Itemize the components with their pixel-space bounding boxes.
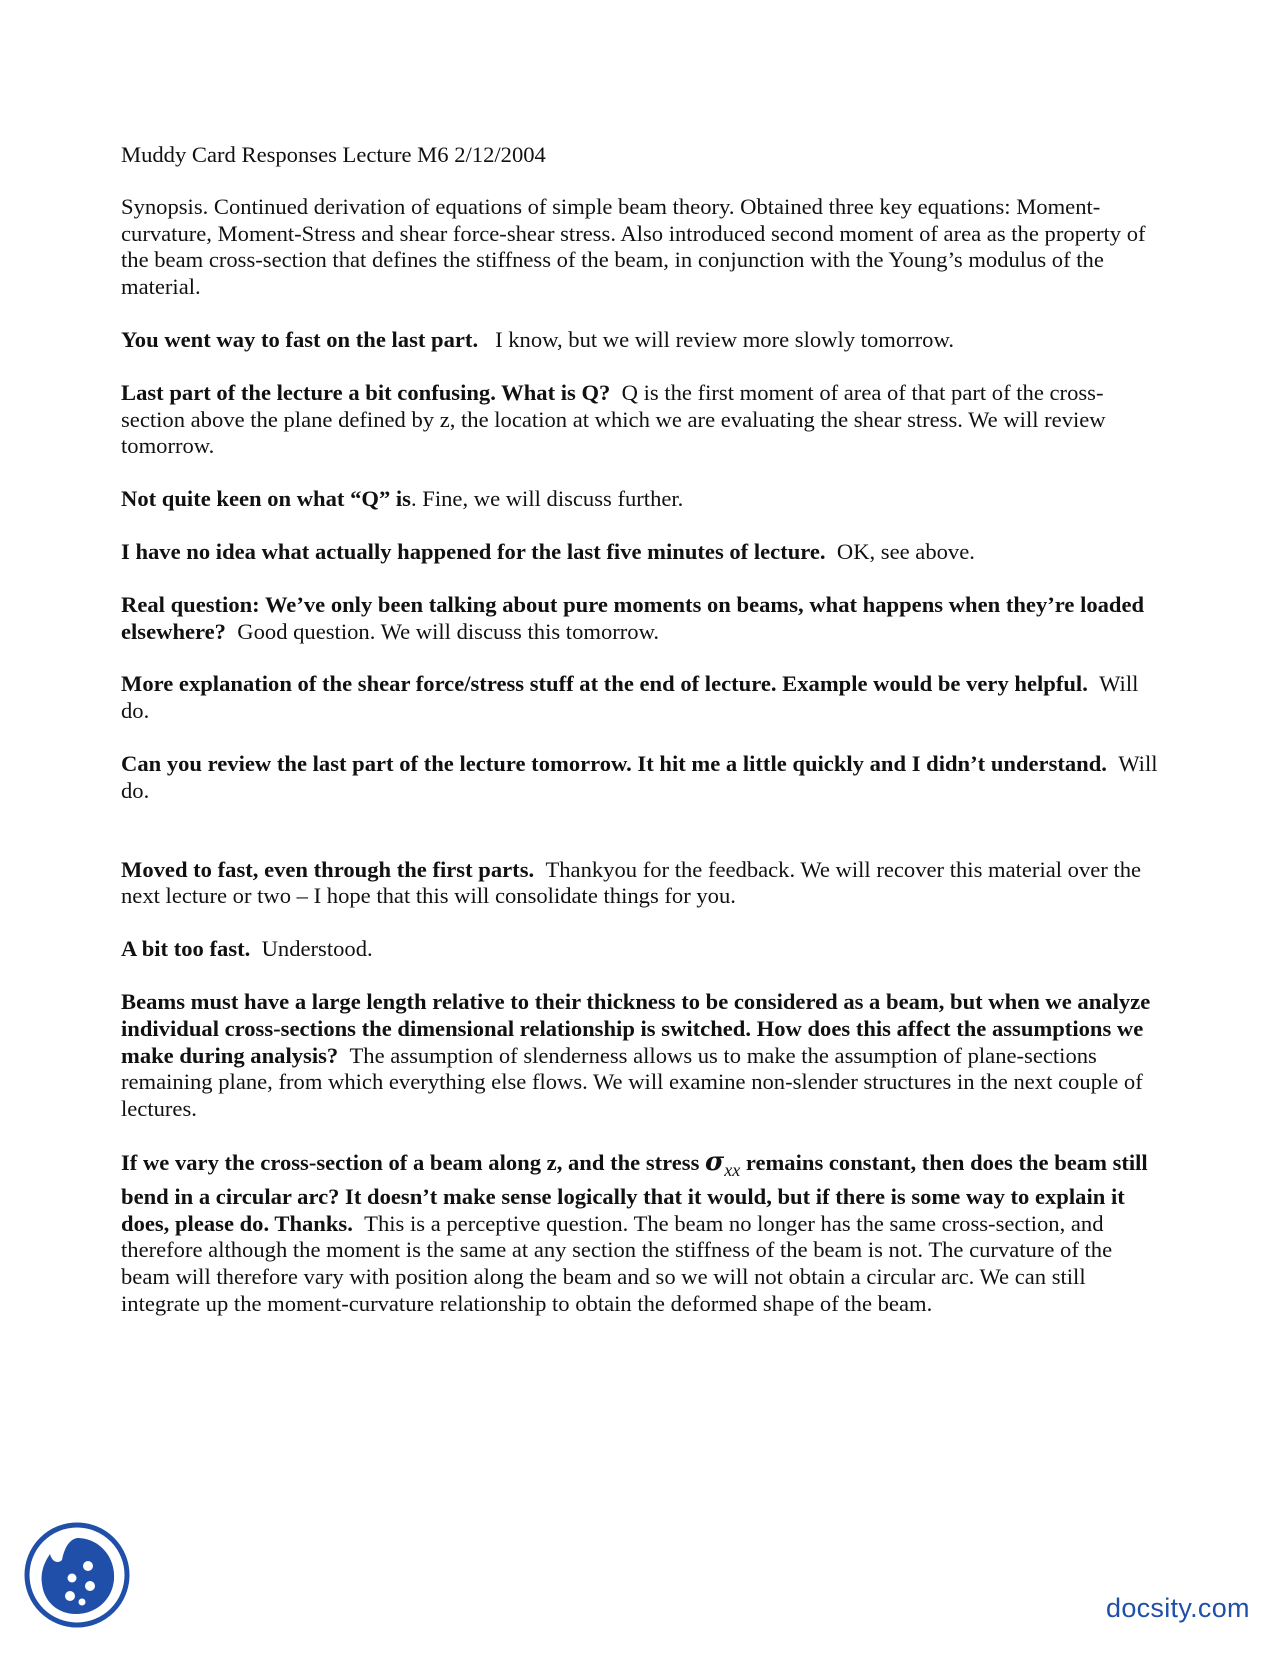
docsity-logo-icon[interactable] bbox=[22, 1520, 132, 1630]
answer-text: This is a perceptive question. The beam no longer has the same cross-section, and therefore although the moment is the same at any section the stiffness of the beam is not. The curvature of the beam will therefore vary with position along the beam and so we will not obtain a circular arc. We can still integrate up the moment-curvature relationship to obtain the deformed shape of the beam. bbox=[121, 1210, 1113, 1316]
answer-text: . Fine, we will discuss further. bbox=[410, 486, 684, 512]
docsity-brand-link[interactable]: docsity.com bbox=[1106, 1593, 1250, 1623]
qa-item-9 bbox=[121, 936, 1161, 963]
question-part-before: If we vary the cross-section of a beam along z, and the stress bbox=[121, 1149, 706, 1175]
question-text: A bit too fast. bbox=[121, 936, 251, 962]
synopsis-paragraph: Synopsis. Continued derivation of equations of simple beam theory. Obtained three key equations: Moment-curvature, Moment-Stress and shear force-shear stress. Also introduced second moment of area as the property of the beam cross-section that defines the stiffness of the beam, in conjunction with the Young’s modulus of the material. bbox=[121, 193, 1146, 300]
question-text: More explanation of the shear force/stress stuff at the end of lecture. Example would be very helpful. bbox=[121, 671, 1088, 697]
answer-text: Will do. bbox=[121, 671, 1139, 724]
answer-text: The assumption of slenderness allows us to make the assumption of plane-sections remaining plane, from which everything else flows. We will examine non-slender structures in the next couple of lectures. bbox=[121, 1042, 1143, 1122]
answer-text: I know, but we will review more slowly tomorrow. bbox=[495, 326, 954, 352]
question-text: You went way to fast on the last part. bbox=[121, 326, 479, 352]
sigma-symbol: σ bbox=[705, 1146, 725, 1177]
answer-text: Thankyou for the feedback. We will recover this material over the next lecture or two – I hope that this will consolidate things for you. bbox=[121, 856, 1142, 909]
question-text: Not quite keen on what “Q” is bbox=[121, 486, 411, 512]
qa-item-4 bbox=[121, 539, 1161, 566]
document-title: Muddy Card Responses Lecture M6 2/12/2004 bbox=[121, 142, 546, 167]
qa-item-3 bbox=[121, 486, 1161, 513]
qa-item-10 bbox=[121, 989, 1161, 1123]
sigma-subscript: xx bbox=[724, 1159, 741, 1180]
qa-item-2 bbox=[121, 380, 1161, 460]
qa-item-7 bbox=[121, 751, 1161, 805]
answer-text: Good question. We will discuss this tomorrow. bbox=[237, 618, 660, 644]
answer-text: Q is the first moment of area of that part of the cross-section above the plane defined by z, the location at which we are evaluating the shear stress. We will review tomorrow. bbox=[121, 379, 1106, 459]
qa-item-5 bbox=[121, 592, 1161, 646]
answer-text: OK, see above. bbox=[836, 538, 975, 564]
question-part-after: remains constant, then does the beam still bend in a circular arc? It doesn’t make sense logically that it would, but if there is some way to explain it does, please do. Thanks. bbox=[121, 1149, 1148, 1236]
document-body bbox=[121, 142, 1161, 1344]
question-text: Beams must have a large length relative to their thickness to be considered as a beam, but when we analyze individual cross-sections the dimensional relationship is switched. How does this affect the assumptions we make during analysis? bbox=[121, 988, 1151, 1068]
question-text: Real question: We’ve only been talking about pure moments on beams, what happens when they’re loaded elsewhere? bbox=[121, 591, 1145, 644]
question-text: I have no idea what actually happened for the last five minutes of lecture. bbox=[121, 538, 826, 564]
question-text: Moved to fast, even through the first parts. bbox=[121, 856, 535, 882]
question-text: Last part of the lecture a bit confusing. What is Q? bbox=[121, 379, 611, 405]
qa-item-11 bbox=[121, 1146, 1161, 1318]
qa-item-1 bbox=[121, 327, 1161, 354]
answer-text: Understood. bbox=[261, 936, 373, 962]
qa-item-6 bbox=[121, 671, 1161, 725]
question-text: Can you review the last part of the lecture tomorrow. It hit me a little quickly and I didn’t understand. bbox=[121, 750, 1107, 776]
qa-item-8 bbox=[121, 857, 1161, 911]
answer-text: Will do. bbox=[121, 750, 1158, 803]
